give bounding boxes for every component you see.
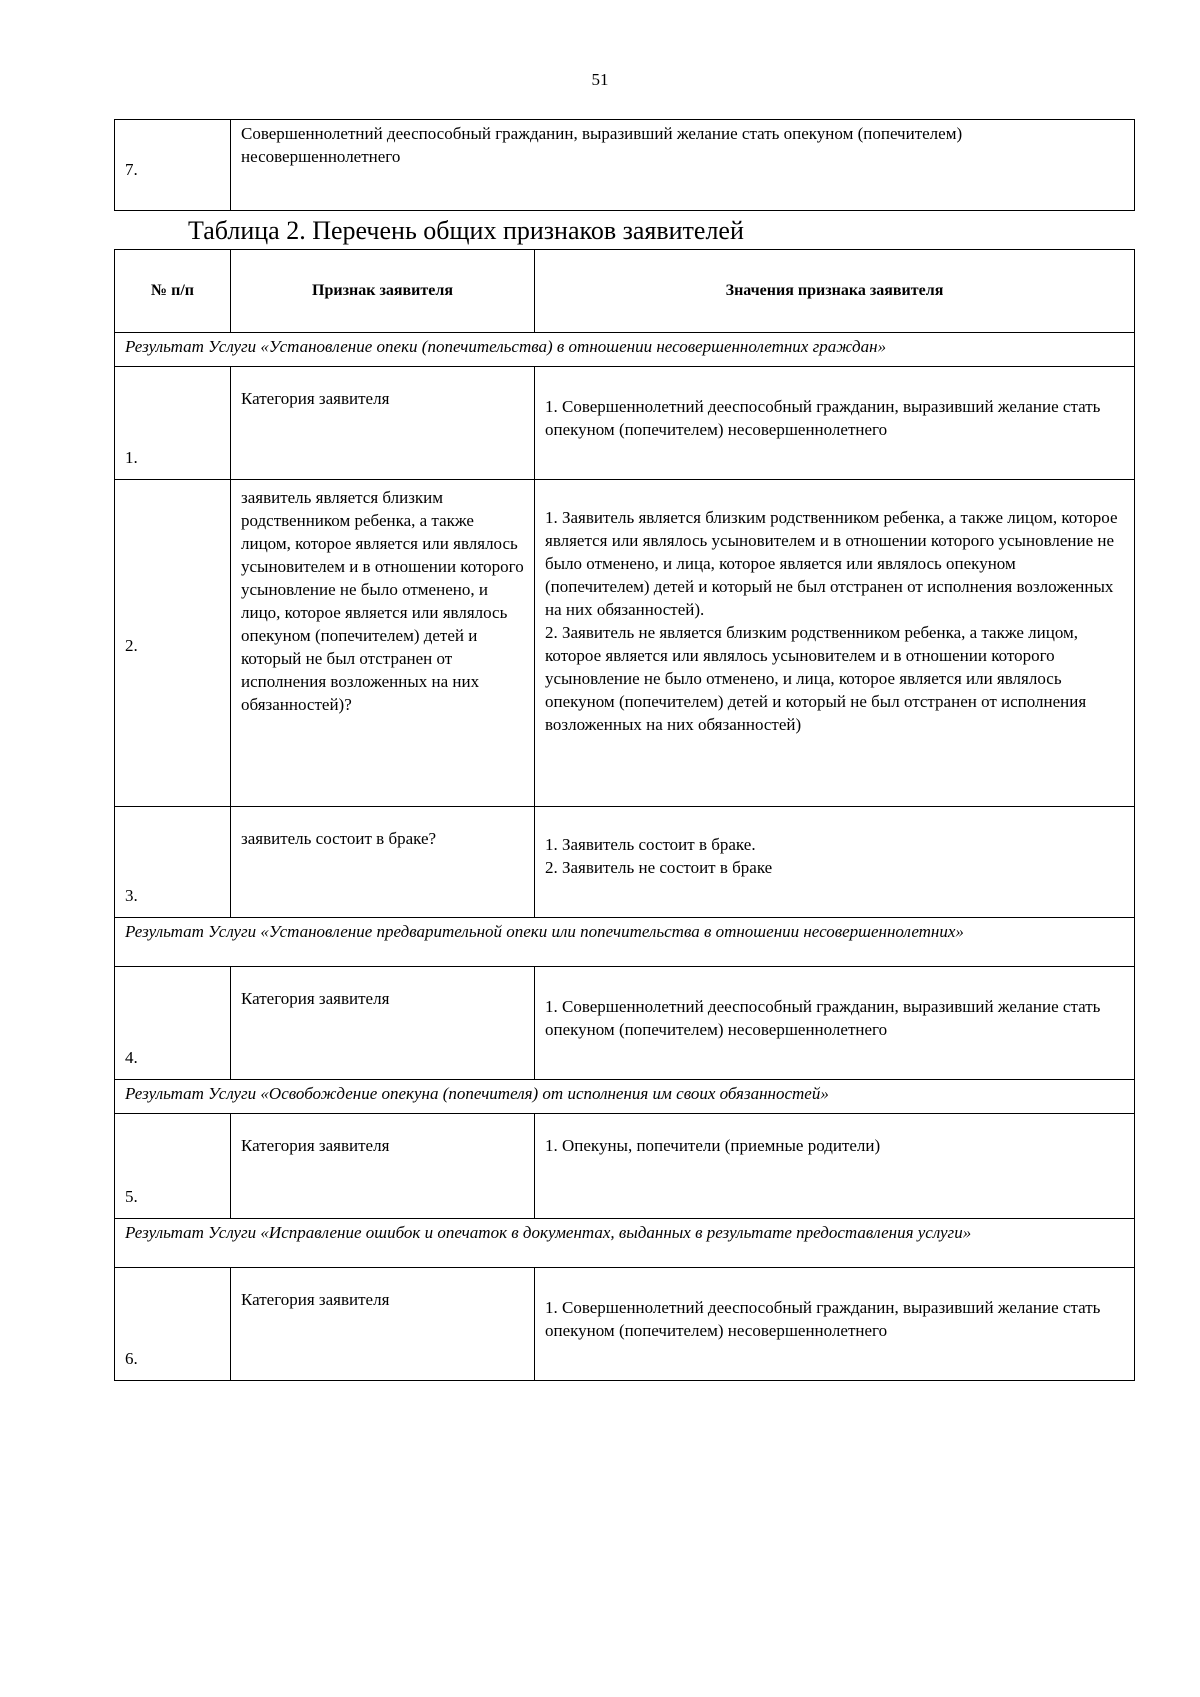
table-header-row [115,250,1135,333]
group-row [115,918,1135,967]
row-number: 7. [115,120,231,211]
value-line: 1. Совершеннолетний дееспособный гражданин, выразивший желание стать опекуном (попечителем) несовершеннолетнего [545,397,1101,439]
row-attribute: Категория заявителя [231,367,535,480]
group-title: Результат Услуги «Исправление ошибок и опечаток в документах, выданных в результате предоставления услуги» [115,1219,1135,1268]
row-values [535,1114,1135,1219]
table-row [115,967,1135,1080]
value-line: 2. Заявитель не состоит в браке [545,858,773,877]
table-row [115,807,1135,918]
row-number: 5. [115,1114,231,1219]
row-values [535,807,1135,918]
group-title: Результат Услуги «Освобождение опекуна (попечителя) от исполнения им своих обязанностей» [115,1080,1135,1114]
value-line: 1. Совершеннолетний дееспособный гражданин, выразивший желание стать опекуном (попечителем) несовершеннолетнего [545,997,1101,1039]
row-attribute: Категория заявителя [231,1268,535,1381]
row-values [535,480,1135,807]
row-number: 6. [115,1268,231,1381]
header-num: № п/п [115,250,231,333]
row-attribute: Категория заявителя [231,967,535,1080]
value-line: 1. Заявитель состоит в браке. [545,835,756,854]
value-line: 1. Совершеннолетний дееспособный гражданин, выразивший желание стать опекуном (попечителем) несовершеннолетнего [545,1298,1101,1340]
row-attribute: заявитель состоит в браке? [231,807,535,918]
header-values: Значения признака заявителя [535,250,1135,333]
group-row [115,1219,1135,1268]
row-number: 3. [115,807,231,918]
group-row [115,333,1135,367]
table-row [115,120,1135,211]
value-line: 1. Опекуны, попечители (приемные родители) [545,1136,881,1155]
table-caption: Таблица 2. Перечень общих признаков заявителей [188,216,744,245]
table-row [115,1114,1135,1219]
group-title: Результат Услуги «Установление предварительной опеки или попечительства в отношении несовершеннолетних» [115,918,1135,967]
header-attribute: Признак заявителя [231,250,535,333]
value-line: 1. Заявитель является близким родственником ребенка, а также лицом, которое является или являлось усыновителем и в отношении которого усыновление не было отменено, и лица, которое является или являлось опекуном (попечителем) детей и который не был отстранен от исполнения возложенных на них обязанностей). [545,508,1118,619]
page-number: 51 [591,70,609,89]
table-row [115,480,1135,807]
row-number: 2. [115,480,231,807]
continuation-table [114,119,1135,211]
row-attribute: заявитель является близким родственником ребенка, а также лицом, которое является или являлось усыновителем и в отношении которого усыновление не было отменено, и лицо, которое является или являлось опекуном (попечителем) детей и который не был отстранен от исполнения возложенных на них обязанностей)? [231,480,535,807]
row-number: 4. [115,967,231,1080]
table-row [115,367,1135,480]
group-row [115,1080,1135,1114]
row-values [535,1268,1135,1381]
applicant-attributes-table [114,249,1135,1381]
row-values [535,967,1135,1080]
group-title: Результат Услуги «Установление опеки (попечительства) в отношении несовершеннолетних граждан» [115,333,1135,367]
table-row [115,1268,1135,1381]
row-values [535,367,1135,480]
value-line: 2. Заявитель не является близким родственником ребенка, а также лицом, которое является или являлось усыновителем и в отношении которого усыновление не было отменено, и лица, которое является или являлось опекуном (попечителем) детей и который не был отстранен от исполнения возложенных на них обязанностей) [545,623,1087,734]
row-attribute: Категория заявителя [231,1114,535,1219]
row-text: Совершеннолетний дееспособный гражданин, выразивший желание стать опекуном (попечителем) несовершеннолетнего [231,120,1135,211]
row-number: 1. [115,367,231,480]
